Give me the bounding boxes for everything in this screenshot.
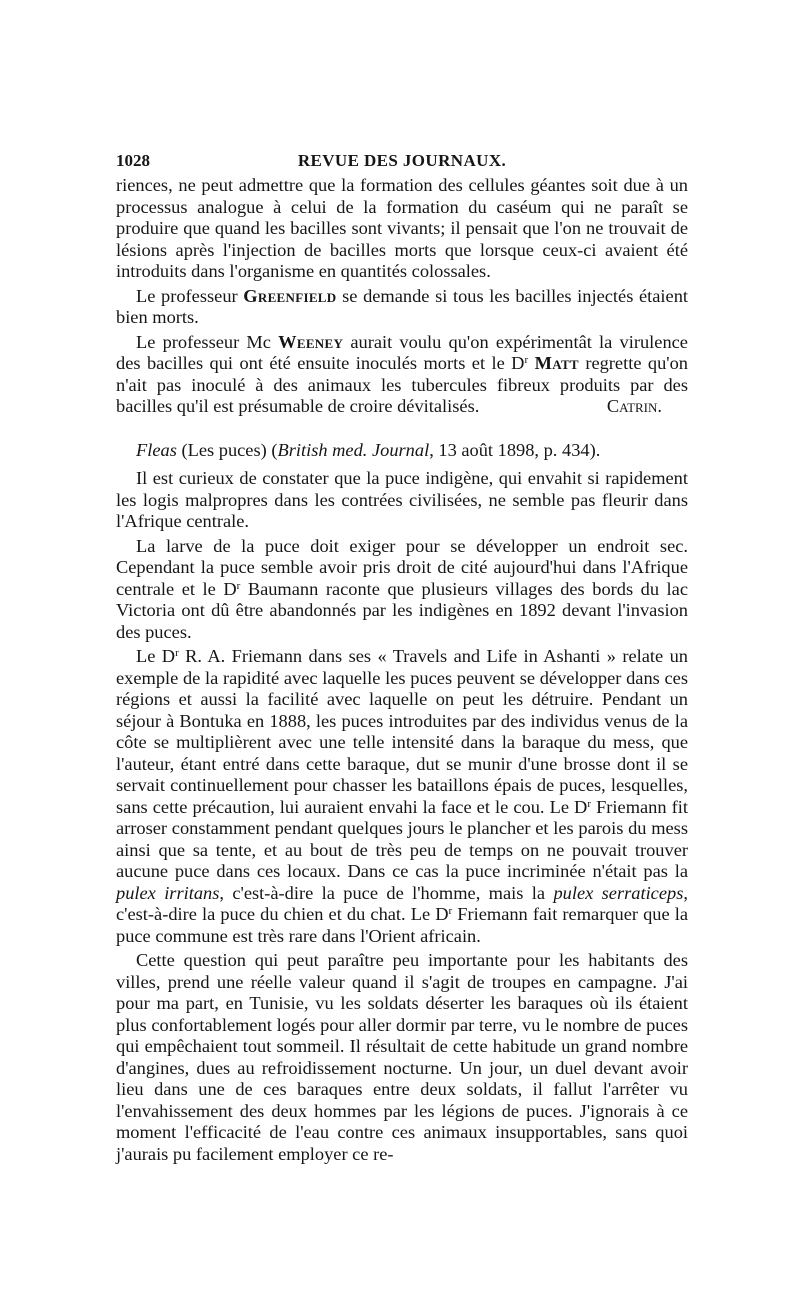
- paragraph: La larve de la puce doit exiger pour se développer un endroit sec. Cependant la puce semble avoir pris droit de cité aujourd'hui dans l'Afrique centrale et le $D^r$ Baumann raconte que plusieurs villages des bords du lac Victoria ont dû être abandonnés par les indigènes en 1892 devant l'invasion des puces.: [116, 535, 688, 642]
- paragraph: Cette question qui peut paraître peu importante pour les habitants des villes, prend une réelle valeur quand il s'agit de troupes en campagne. J'ai pour ma part, en Tunisie, vu les soldats déserter les baraques où ils étaient plus confortablement logés pour aller dormir par terre, vu le nombre de puces qui empêchaient tout sommeil. Il résultait de cette habitude un grand nombre d'angines, dues au refroidissement nocturne. Un jour, un duel devant avoir lieu dans une de ces baraques entre deux soldats, il fallut l'arrêter vu l'envahissement des deux hommes par les légions de puces. J'ignorais à ce moment l'efficacité de l'eau contre ces animaux insupportables, sans quoi j'aurais pu facilement employer ce re-: [116, 950, 688, 1164]
- article-fleas: [116, 440, 688, 1166]
- running-head: [116, 150, 688, 174]
- paragraph: Le professeur Mc Weeney aurait voulu qu'on expérimentât la virulence des bacilles qui ont été ensuite inoculés morts et le $D^r$ Matt regrette qu'on n'ait pas inoculé à des animaux les tubercules fibreux produits par des bacilles qu'il est présumable de croire dévitalisés. Catrin.: [116, 331, 688, 416]
- signature: Catrin.: [606, 396, 662, 416]
- author-name: Matt: [534, 353, 579, 373]
- article-title: Fleas (Les puces) (British med. Journal, 13 août 1898, p. 434).: [136, 439, 601, 460]
- author-name: Weeney: [278, 331, 344, 352]
- paragraph: riences, ne peut admettre que la formation des cellules géantes soit due à un processus analogue à celui de la formation du caséum qui ne paraît se produire que quand les bacilles sont vivants; il pensait que l'on ne trouvait de lésions après l'injection de bacilles morts que lorsque ceux-ci avaient été introduits dans l'organisme en quantités colossales.: [116, 175, 688, 281]
- article-tuberculosis-continued: [116, 175, 688, 421]
- page-number: 1028: [116, 151, 150, 170]
- paragraph: Le $D^r$ R. A. Friemann dans ses « Travels and Life in Ashanti » relate un exemple de la rapidité avec laquelle les puces peuvent se développer dans ces régions et aussi la facilité avec laquelle on peut les détruire. Pendant un séjour à Bontuka en 1888, les puces introduites par des individus venus de la côte se multiplièrent avec une telle intensité dans la baraque du mess, que l'auteur, étant entré dans cette baraque, dut se munir d'une brosse dont il se servait continuellement pour chasser les bataillons épais de puces, lesquelles, sans cette précaution, lui auraient envahi la face et le cou. Le $D^r$ Friemann fit arroser constamment pendant quelques jours le plancher et les parois du mess ainsi que sa tente, et au bout de très peu de temps on ne pouvait trouver aucune puce dans ces locaux. Dans ce cas la puce incriminée n'était pas la pulex irritans, c'est-à-dire la puce de l'homme, mais la pulex serraticeps, c'est-à-dire la puce du chien et du chat. Le $D^r$ Friemann fait remarquer que la puce commune est très rare dans l'Orient africain.: [116, 646, 688, 946]
- paragraph: Il est curieux de constater que la puce indigène, qui envahit si rapidement les logis malpropres dans les contrées civilisées, ne semble pas fleurir dans l'Afrique centrale.: [116, 468, 688, 531]
- author-name: Greenfield: [243, 285, 337, 306]
- running-title: REVUE DES JOURNAUX.: [297, 151, 507, 170]
- journal-page: [116, 150, 688, 1168]
- paragraph: Le professeur Greenfield se demande si tous les bacilles injectés étaient bien morts.: [116, 285, 688, 327]
